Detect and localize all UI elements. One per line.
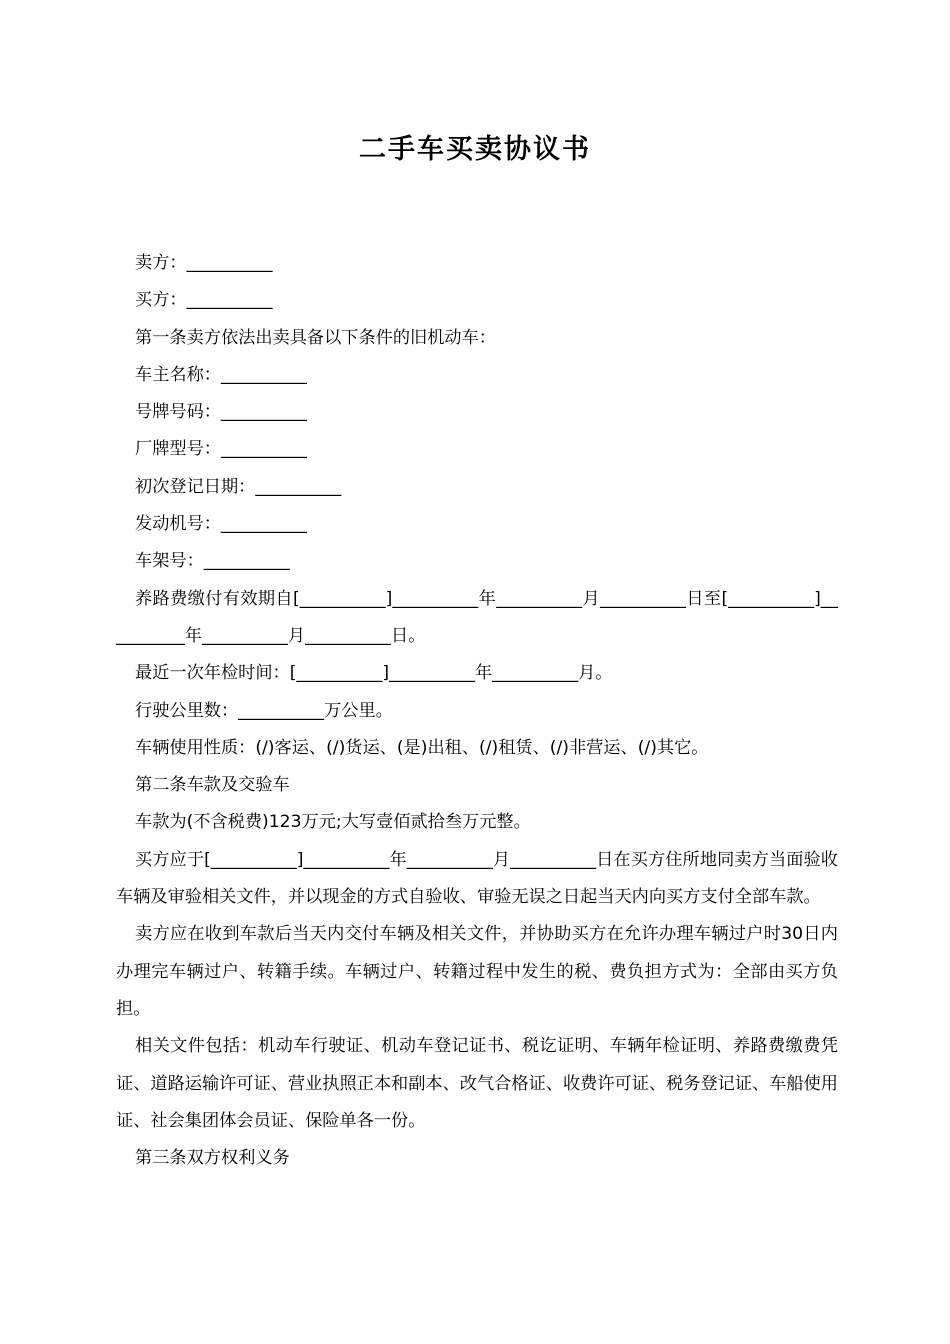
seller-line: 卖方：__________ (135, 253, 273, 273)
buyer-line: 买方：__________ (135, 290, 273, 311)
road-fee-validity-paragraph: 养路费缴付有效期自[__________]__________年__________月__________日至[__________]__________年__________月__________日。 (116, 588, 838, 646)
usage-nature-line: 车辆使用性质：(/)客运、(/)货运、(是)出租、(/)租赁、(/)非营运、(/)其它。 (135, 737, 709, 758)
engine-number-line: 发动机号：__________ (135, 514, 307, 535)
inspection-payment-paragraph: 买方应于[__________]__________年__________月__________日在买方住所地同卖方当面验收车辆及审验相关文件，并以现金的方式自验收、审验无误之日起当天内向买方支付全部车款。 (116, 849, 838, 908)
price-line: 车款为(不含税费)123万元;大写壹佰贰拾叁万元整。 (135, 812, 531, 833)
frame-number-line: 车架号：__________ (135, 551, 290, 572)
owner-name-line: 车主名称：__________ (135, 364, 307, 385)
related-documents-paragraph: 相关文件包括：机动车行驶证、机动车登记证书、税讫证明、车辆年检证明、养路费缴费凭证、道路运输许可证、营业执照正本和副本、改气合格证、收费许可证、税务登记证、车船使用证、社会集团体会员证、保险单各一份。 (116, 1036, 838, 1131)
brand-model-line: 厂牌型号：__________ (135, 439, 307, 460)
last-inspection-line: 最近一次年检时间：[__________]__________年__________月。 (135, 663, 613, 684)
mileage-line: 行驶公里数：__________万公里。 (135, 700, 393, 721)
document-body (116, 245, 838, 1177)
first-registration-line: 初次登记日期：__________ (135, 476, 342, 497)
article-3-heading: 第三条双方权利义务 (135, 1148, 290, 1169)
article-1-heading: 第一条卖方依法出卖具备以下条件的旧机动车： (135, 327, 496, 348)
document-title: 二手车买卖协议书 (359, 134, 591, 165)
plate-number-line: 号牌号码：__________ (135, 402, 307, 423)
delivery-transfer-paragraph: 卖方应在收到车款后当天内交付车辆及相关文件，并协助买方在允许办理车辆过户时30日内办理完车辆过户、转籍手续。车辆过户、转籍过程中发生的税、费负担方式为：全部由买方负担。 (116, 924, 838, 1019)
article-2-heading: 第二条车款及交验车 (135, 775, 290, 796)
